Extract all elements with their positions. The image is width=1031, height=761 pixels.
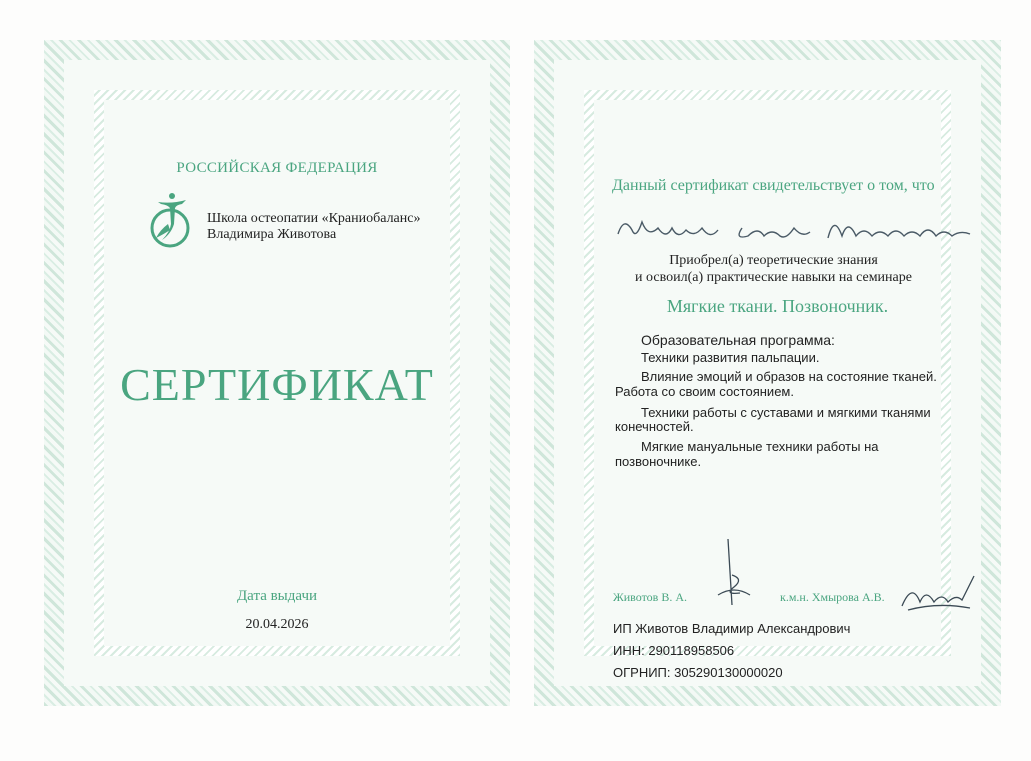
- handwritten-name-signature: [614, 210, 974, 248]
- certificate-right-page: [534, 40, 1001, 706]
- program-item: Техники работы с суставами и мягкими тканями: [641, 405, 931, 420]
- issue-date-value: 20.04.2026: [245, 617, 309, 632]
- ogrnip-number: ОГРНИП: 305290130000020: [613, 665, 783, 680]
- inn-number: ИНН: 290118958506: [613, 643, 735, 658]
- program-item: конечностей.: [615, 419, 694, 434]
- signature-mark-1: [704, 535, 764, 615]
- seminar-title: Мягкие ткани. Позвоночник.: [666, 296, 889, 316]
- signer1-name: Животов В. А.: [613, 590, 688, 604]
- acquired-knowledge-line2: и освоил(а) практические навыки на семинаре: [635, 270, 912, 285]
- ip-name: ИП Животов Владимир Александрович: [613, 621, 851, 636]
- figure-logo-icon: [148, 190, 196, 250]
- country-heading: РОССИЙСКАЯ ФЕДЕРАЦИЯ: [176, 160, 378, 176]
- program-item: Работа со своим состоянием.: [615, 384, 794, 399]
- program-item: Мягкие мануальные техники работы на: [641, 439, 879, 454]
- signer2-name: к.м.н. Хмырова А.В.: [780, 590, 885, 604]
- certificate-left-page: [44, 40, 510, 706]
- school-name-line1: Школа остеопатии «Краниобаланс»: [207, 211, 421, 226]
- certificate-title: СЕРТИФИКАТ: [120, 359, 434, 410]
- school-name-line2: Владимира Животова: [207, 227, 337, 242]
- program-item: Влияние эмоций и образов на состояние тканей.: [641, 369, 937, 384]
- page-content: [554, 60, 981, 686]
- program-title: Образовательная программа:: [641, 332, 835, 348]
- issue-date-label: Дата выдачи: [236, 588, 318, 604]
- page-content: [64, 60, 490, 686]
- acquired-knowledge-line1: Приобрел(а) теоретические знания: [669, 253, 878, 268]
- certificate-intro: Данный сертификат свидетельствует о том, что: [612, 177, 935, 194]
- signature-mark-2: [898, 572, 978, 617]
- program-item: Техники развития пальпации.: [641, 350, 820, 365]
- program-item: позвоночнике.: [615, 454, 702, 469]
